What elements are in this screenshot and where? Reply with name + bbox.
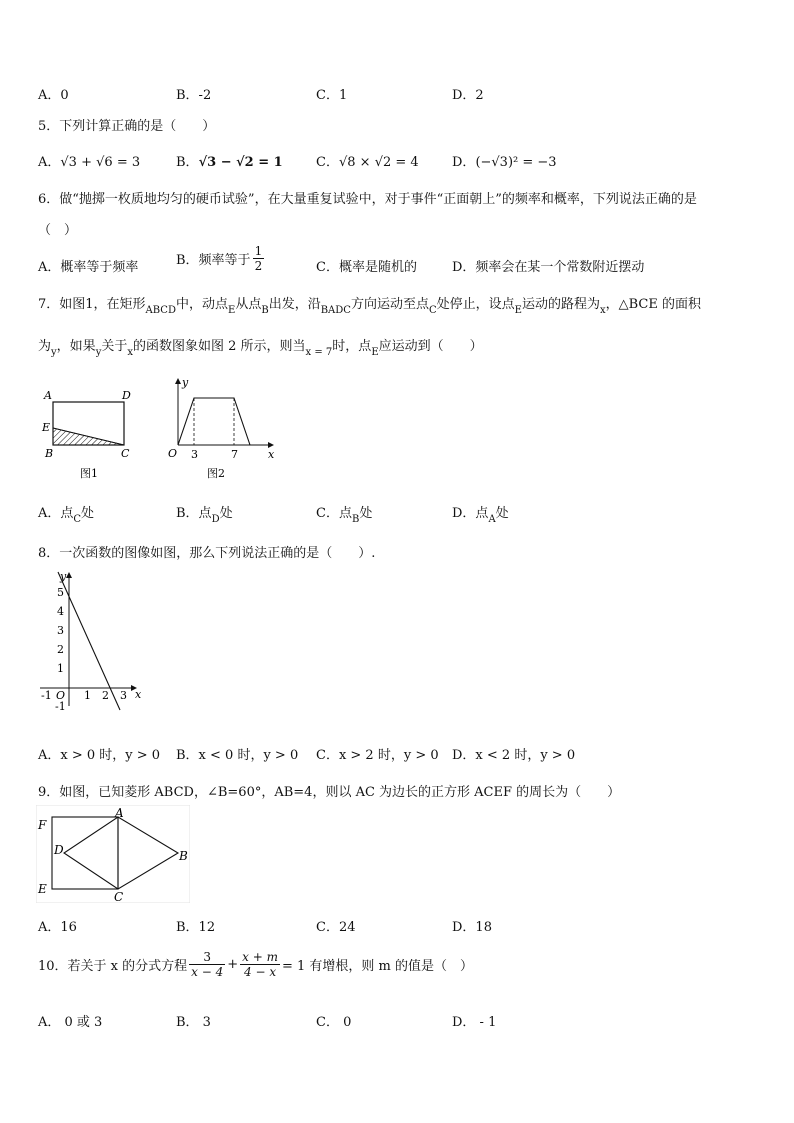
origin-label: O <box>56 689 66 702</box>
y-tick-2: 2 <box>57 643 64 656</box>
q5-c-label: C． <box>316 155 339 170</box>
graph-line <box>178 398 250 445</box>
q7-sub: E <box>228 305 236 316</box>
x-tick-1: 1 <box>84 689 91 702</box>
q6-option-a[interactable]: A．概率等于频率 <box>38 260 139 275</box>
label-d: D <box>54 843 64 857</box>
q10-f1-numerator: 3 <box>189 950 225 965</box>
q7-sub: y <box>51 347 57 358</box>
q7-d-suffix: 处 <box>495 506 509 521</box>
q8-option-b[interactable]: B．x < 0 时，y > 0 <box>176 748 299 763</box>
option-d[interactable]: D．2 <box>452 88 484 103</box>
q10-fraction-1 <box>189 950 225 979</box>
q7-text: 应运动到（ ） <box>378 339 483 354</box>
label-f: F <box>38 818 47 832</box>
q7-text: ，如果 <box>56 339 96 354</box>
q10-f1-denominator: x − 4 <box>191 965 224 979</box>
q5-a-sqrt3: √3 <box>60 155 77 170</box>
y-tick-4: 4 <box>57 605 64 618</box>
q5-b-label: B． <box>176 155 199 170</box>
q8-graph <box>36 566 146 714</box>
question-6-stem: 6．做“抛掷一枚质地均匀的硬币试验”，在大量重复试验中，对于事件“正面朝上”的频率和概率，下列说法正确的是 <box>38 192 697 207</box>
q9-option-b[interactable]: B．12 <box>176 920 216 935</box>
q10-stem-suffix: = 1 有增根，则 m 的值是（ ） <box>281 959 474 974</box>
question-9-stem: 9．如图，已知菱形 ABCD，∠B=60°，AB=4，则以 AC 为边长的正方形 ACEF 的周长为（ ） <box>38 785 621 800</box>
q5-d-label: D． <box>452 155 476 170</box>
figure-1-caption: 图1 <box>80 467 98 480</box>
q10-f2-numerator: x + m <box>242 950 278 964</box>
q5-a-label: A． <box>38 155 61 170</box>
figure-2-caption: 图2 <box>207 467 225 480</box>
option-c[interactable]: C．1 <box>316 88 348 103</box>
label-a: A <box>115 806 124 820</box>
label-b: B <box>45 447 54 460</box>
q7-sub: B <box>261 305 269 316</box>
q7-d-point: A <box>488 514 496 525</box>
axis-label-y: y <box>60 570 67 583</box>
q7-c-suffix: 处 <box>359 506 373 521</box>
q8-option-d[interactable]: D．x < 2 时，y > 0 <box>452 748 576 763</box>
q7-sub: BADC <box>320 305 351 316</box>
y-tick-neg1: -1 <box>55 700 66 713</box>
axis-label-x: x <box>135 688 142 701</box>
q6-b-denominator: 2 <box>254 259 263 273</box>
rhombus-abcd <box>64 817 178 889</box>
label-c: C <box>114 890 124 903</box>
q9-figure <box>36 805 190 903</box>
q7-sub: y <box>95 347 102 358</box>
q5-b-minus: − <box>220 155 232 170</box>
q7-option-d[interactable] <box>452 502 509 525</box>
q5-option-b[interactable] <box>176 151 283 170</box>
q7-text: 7．如图1，在矩形 <box>38 297 146 312</box>
question-10-stem <box>38 950 473 979</box>
x-tick-2: 2 <box>102 689 109 702</box>
q5-a-plus: + <box>81 155 92 170</box>
q7-text: ，△BCE 的面积 <box>605 297 701 312</box>
q7-c-label: C．点 <box>316 506 352 521</box>
q7-text: 运动的路程为 <box>521 297 600 312</box>
q7-sub: x = 7 <box>305 347 333 358</box>
question-7-line-2 <box>38 335 483 358</box>
q5-c-times: × <box>359 155 371 170</box>
q7-figure-2 <box>152 373 282 485</box>
q7-text: 为 <box>38 339 52 354</box>
q5-a-result: = 3 <box>116 155 141 170</box>
q5-b-sqrt3: √3 <box>198 155 217 170</box>
y-tick-1: 1 <box>57 662 64 675</box>
q7-sub: E <box>371 347 379 358</box>
q7-option-c[interactable] <box>316 502 373 525</box>
q10-option-b[interactable]: B． 3 <box>176 1015 211 1030</box>
q7-b-suffix: 处 <box>219 506 233 521</box>
q7-text: 方向运动至点 <box>350 297 429 312</box>
x-tick-neg1: -1 <box>41 689 52 702</box>
q7-option-a[interactable] <box>38 502 95 525</box>
label-e: E <box>42 421 51 434</box>
axis-label-y: y <box>182 376 189 389</box>
q8-option-c[interactable]: C．x > 2 时，y > 0 <box>316 748 439 763</box>
q10-plus: + <box>227 957 239 972</box>
q5-d-expr: (−√3)² = −3 <box>475 155 557 170</box>
q5-c-result: = 4 <box>395 155 419 170</box>
x-tick-3: 3 <box>120 689 127 702</box>
q7-d-label: D．点 <box>452 506 489 521</box>
question-8-stem: 8．一次函数的图像如图，那么下列说法正确的是（ ）. <box>38 546 376 561</box>
q7-text: 中，动点 <box>175 297 228 312</box>
q6-option-b[interactable] <box>176 244 266 273</box>
q9-option-d[interactable]: D．18 <box>452 920 492 935</box>
q5-option-d[interactable] <box>452 151 557 170</box>
q6-b-fraction <box>253 244 265 273</box>
option-b[interactable]: B．-2 <box>176 88 212 103</box>
q5-c-sqrt2: √2 <box>374 155 392 170</box>
q9-option-a[interactable]: A．16 <box>38 920 77 935</box>
question-6-paren: （ ） <box>38 223 78 238</box>
label-e: E <box>38 882 47 896</box>
y-axis-arrow <box>175 378 181 384</box>
q6-b-label: B．频率等于 <box>176 253 251 268</box>
q5-a-sqrt6: √6 <box>96 155 113 170</box>
q7-sub: x <box>599 305 606 316</box>
question-5-stem: 5．下列计算正确的是（ ） <box>38 119 216 134</box>
q5-option-c[interactable] <box>316 151 419 170</box>
q7-text: 处停止，设点 <box>436 297 515 312</box>
label-c: C <box>121 447 130 460</box>
tick-3: 3 <box>191 448 198 461</box>
label-a: A <box>44 389 52 402</box>
tick-7: 7 <box>231 448 238 461</box>
q7-a-point: C <box>73 514 82 525</box>
q7-b-label: B．点 <box>176 506 212 521</box>
q7-text: 从点 <box>235 297 262 312</box>
q7-text: 的函数图象如图 2 所示，则当 <box>133 339 306 354</box>
q5-b-result: = 1 <box>258 155 283 170</box>
label-b: B <box>179 849 188 863</box>
origin-label: O <box>168 447 178 460</box>
q5-b-sqrt2: √2 <box>236 155 254 170</box>
q10-fraction-2 <box>240 950 280 979</box>
q6-option-d[interactable]: D．频率会在某一个常数附近摆动 <box>452 260 645 275</box>
q9-option-c[interactable]: C．24 <box>316 920 356 935</box>
q7-sub: x <box>127 347 133 358</box>
q10-option-d[interactable]: D． - 1 <box>452 1015 497 1030</box>
q7-text: 出发，沿 <box>268 297 321 312</box>
q7-b-point: D <box>211 514 220 525</box>
q8-option-a[interactable]: A．x > 0 时，y > 0 <box>38 748 161 763</box>
q7-a-label: A．点 <box>38 506 74 521</box>
q5-option-a[interactable] <box>38 151 140 170</box>
q6-option-c[interactable]: C．概率是随机的 <box>316 260 417 275</box>
q7-a-suffix: 处 <box>81 506 95 521</box>
y-tick-3: 3 <box>57 624 64 637</box>
q7-option-b[interactable] <box>176 502 233 525</box>
q6-b-numerator: 1 <box>254 244 263 258</box>
q10-option-c[interactable]: C． 0 <box>316 1015 352 1030</box>
q10-f2-denominator: 4 − x <box>244 965 277 979</box>
option-a[interactable]: A．0 <box>38 88 69 103</box>
q7-sub: E <box>514 305 522 316</box>
q7-figure-1 <box>38 385 138 485</box>
question-7-line-1 <box>38 293 701 316</box>
q5-c-sqrt8: √8 <box>338 155 356 170</box>
y-axis-arrow <box>66 572 72 578</box>
q7-text: 时，点 <box>332 339 372 354</box>
y-tick-5: 5 <box>57 586 64 599</box>
label-d: D <box>122 389 131 402</box>
q7-sub: ABCD <box>145 305 176 316</box>
q10-option-a[interactable]: A． 0 或 3 <box>38 1015 103 1030</box>
q7-sub: C <box>428 305 437 316</box>
q7-text: 关于 <box>101 339 128 354</box>
axis-label-x: x <box>268 448 275 461</box>
q7-c-point: B <box>351 514 360 525</box>
q10-stem-prefix: 10．若关于 x 的分式方程 <box>38 959 188 974</box>
